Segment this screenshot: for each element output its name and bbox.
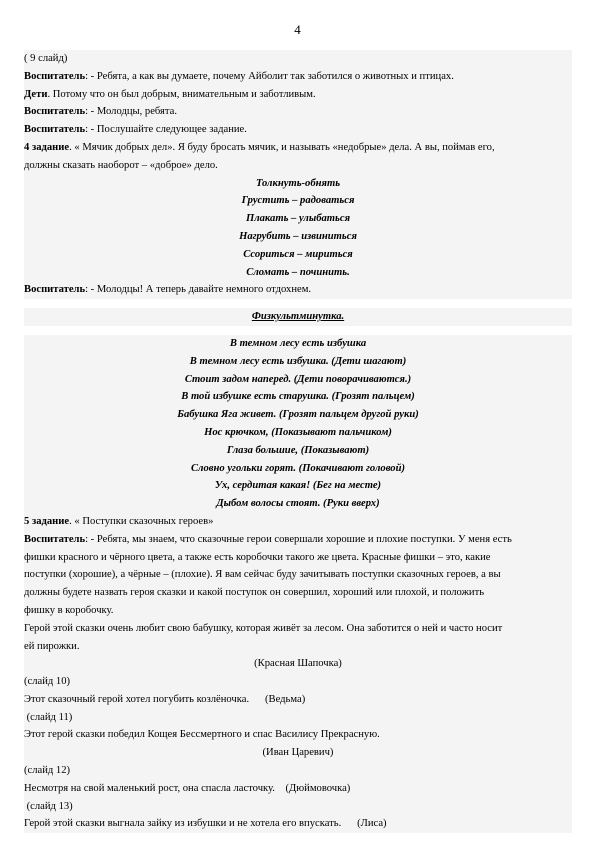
paragraph: поступки (хорошие), а чёрные – (плохие). Я вам сейчас буду зачитывать поступки сказочных героев, а вы [24, 566, 572, 584]
speaker: Воспитатель [24, 124, 86, 136]
paragraph [24, 121, 572, 139]
word-pair: Грустить – радоваться [24, 192, 572, 210]
spacer [24, 299, 572, 308]
poem-line: Бабушка Яга живет. (Грозят пальцем другой руки) [24, 406, 572, 424]
speaker: Дети [24, 88, 48, 100]
word-pair: Нагрубить – извиниться [24, 228, 572, 246]
page-content [24, 50, 572, 833]
word-pair: Ссориться – мириться [24, 246, 572, 264]
paragraph: должны будете назвать героя сказки и какой поступок он совершил, хороший или плохой, и положить [24, 584, 572, 602]
speech: : - Молодцы, ребята. [85, 106, 178, 118]
page-number: 4 [294, 22, 301, 37]
paragraph: фишки красного и чёрного цвета, а также есть коробочки такого же цвета. Красные фишки – это, какие [24, 549, 572, 567]
paragraph: Этот герой сказки победил Кощея Бессмертного и спас Василису Прекрасную. [24, 726, 572, 744]
poem-line: Нос крючком, (Показывают пальчиком) [24, 424, 572, 442]
speech: : - Ребята, мы знаем, что сказочные герои совершали хорошие и плохие поступки. У меня есть [85, 533, 512, 545]
paragraph [24, 68, 572, 86]
poem-line: В темном лесу есть избушка. (Дети шагают) [24, 353, 572, 371]
paragraph: ей пирожки. [24, 638, 572, 656]
paragraph: Герой этой сказки очень любит свою бабушку, которая живёт за лесом. Она заботится о ней и часто носит [24, 620, 572, 638]
poem-line: Стоит задом наперед. (Дети поворачиваются.) [24, 371, 572, 389]
task-heading [24, 513, 572, 531]
speaker: Воспитатель [24, 533, 86, 545]
slide-label: (слайд 12) [24, 762, 572, 780]
word-pair: Сломать – починить. [24, 264, 572, 282]
speech: . Потому что он был добрым, внимательным и заботливым. [47, 88, 316, 100]
poem-line: В темном лесу есть избушка [24, 335, 572, 353]
speaker: Воспитатель [24, 70, 86, 82]
slide-label: (слайд 13) [24, 798, 572, 816]
paragraph: фишку в коробочку. [24, 602, 572, 620]
task-label: 5 задание [24, 515, 70, 527]
answer-line: (Иван Царевич) [24, 744, 572, 762]
speaker: Воспитатель [24, 284, 86, 296]
speaker: Воспитатель [24, 106, 86, 118]
section-title: Физкультминутка. [24, 308, 572, 326]
paragraph [24, 531, 572, 549]
task-text: . « Поступки сказочных героев» [69, 515, 214, 527]
poem-line: В той избушке есть старушка. (Грозят пальцем) [24, 388, 572, 406]
slide-label: ( 9 слайд) [24, 50, 572, 68]
paragraph: Несмотря на свой маленький рост, она спасла ласточку. (Дюймовочка) [24, 780, 572, 798]
poem-line: Словно угольки горят. (Покачивают головой) [24, 460, 572, 478]
paragraph: должны сказать наоборот – «доброе» дело. [24, 157, 572, 175]
answer-line: (Красная Шапочка) [24, 655, 572, 673]
slide-label: (слайд 11) [24, 709, 572, 727]
task-label: 4 задание [24, 141, 70, 153]
poem-line: Глаза большие, (Показывают) [24, 442, 572, 460]
word-pair: Плакать – улыбаться [24, 210, 572, 228]
word-pair: Толкнуть-обнять [24, 175, 572, 193]
paragraph: Герой этой сказки выгнала зайку из избушки и не хотела его впускать. (Лиса) [24, 815, 572, 833]
slide-label: (слайд 10) [24, 673, 572, 691]
poem-line: Дыбом волосы стоят. (Руки вверх) [24, 495, 572, 513]
speech: : - Ребята, а как вы думаете, почему Айболит так заботился о животных и птицах. [85, 70, 454, 82]
paragraph [24, 86, 572, 104]
task-heading [24, 139, 572, 157]
speech: : - Послушайте следующее задание. [85, 124, 247, 136]
spacer [24, 326, 572, 335]
paragraph [24, 281, 572, 299]
poem-line: Ух, сердитая какая! (Бег на месте) [24, 477, 572, 495]
paragraph: Этот сказочный герой хотел погубить козлёночка. (Ведьма) [24, 691, 572, 709]
paragraph [24, 103, 572, 121]
task-text: . « Мячик добрых дел». Я буду бросать мячик, и называть «недобрые» дела. А вы, поймав его, [69, 141, 495, 153]
speech: : - Молодцы! А теперь давайте немного отдохнем. [85, 284, 312, 296]
